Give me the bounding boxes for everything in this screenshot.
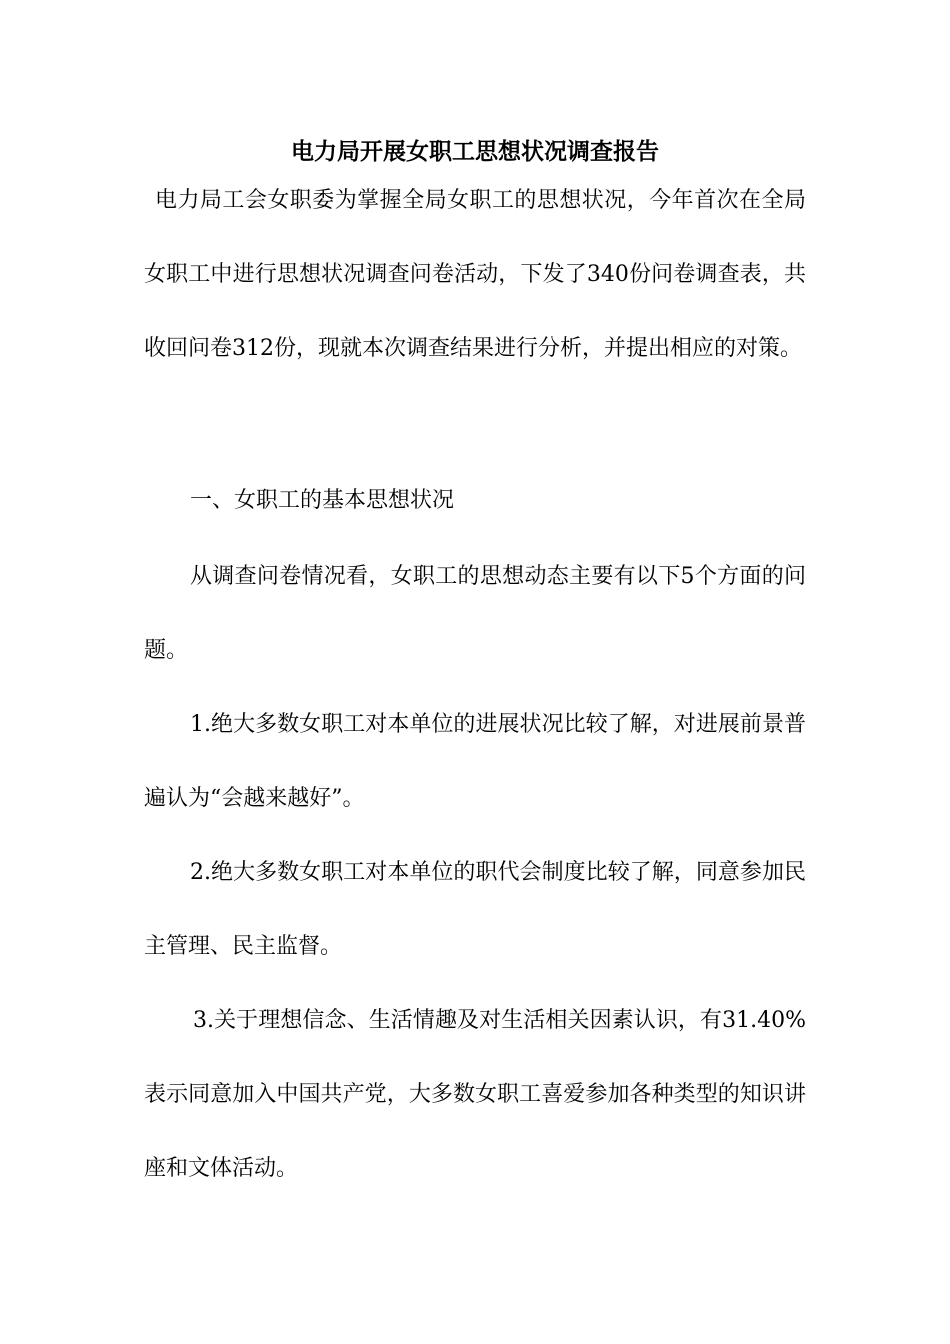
document-title: 电力局开展女职工思想状况调查报告 (291, 138, 659, 165)
list-item-3: 3.关于理想信念、生活情趣及对生活相关因素认识，有31.40%表示同意加入中国共产党，大多数女职工喜爱参加各种类型的知识讲座和文体活动。 (144, 1008, 806, 1181)
paragraph-intro: 电力局工会女职委为掌握全局女职工的思想状况，今年首次在全局女职工中进行思想状况调查问卷活动，下发了340份问卷调查表，共收回问卷312份，现就本次调查结果进行分析，并提出相应的对策。 (144, 188, 806, 361)
paragraph-overview: 从调查问卷情况看，女职工的思想动态主要有以下5个方面的问题。 (144, 564, 806, 663)
list-item-1: 1.绝大多数女职工对本单位的进展状况比较了解，对进展前景普遍认为“会越来越好”。 (144, 712, 806, 811)
list-item-2: 2.绝大多数女职工对本单位的职代会制度比较了解，同意参加民主管理、民主监督。 (144, 860, 806, 959)
section-heading-1: 一、女职工的基本思想状况 (190, 488, 455, 513)
